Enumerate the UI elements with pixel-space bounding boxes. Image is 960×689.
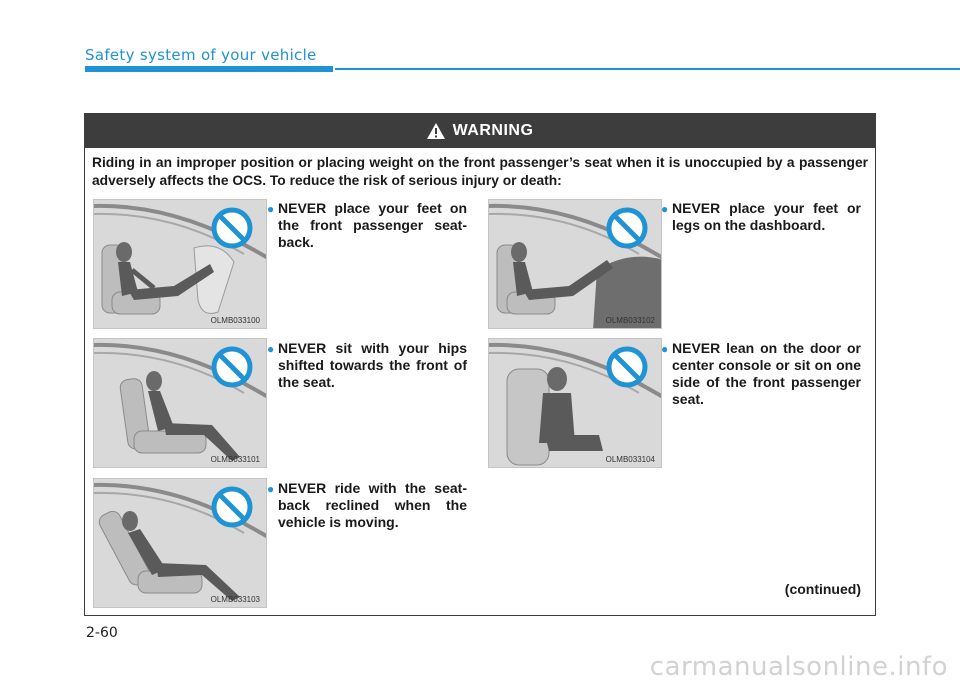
figure-code: OLMB033100 <box>210 316 260 325</box>
figure-seatback-reclined <box>93 478 267 608</box>
figure-code: OLMB033101 <box>210 455 260 464</box>
bullet-item <box>267 480 467 531</box>
bullet-dot-icon: ● <box>661 342 669 356</box>
figure-hips-shifted-forward <box>93 338 267 468</box>
header-rule-thick <box>85 66 333 72</box>
warning-intro: Riding in an improper position or placing weight on the front passenger’s seat when it is unoccupied by a passenger adversely affects the OCS. To reduce the risk of serious injury or death: <box>92 155 868 188</box>
figure-code: OLMB033102 <box>605 316 655 325</box>
warning-header <box>85 114 875 148</box>
bullet-dot-icon: ● <box>661 202 669 216</box>
bullet-text: NEVER place your feet or legs on the dashboard. <box>672 200 861 233</box>
bullet-item <box>267 340 467 391</box>
bullet-dot-icon: ● <box>267 202 275 216</box>
bullet-dot-icon: ● <box>267 482 275 496</box>
figure-code: OLMB033104 <box>605 455 655 464</box>
bullet-dot-icon: ● <box>267 342 275 356</box>
bullet-text: NEVER lean on the door or center console or sit on one side of the front passenger seat. <box>672 340 861 407</box>
figure-code: OLMB033103 <box>210 595 260 604</box>
warning-box <box>84 113 876 616</box>
prohibited-sign-icon <box>605 206 649 250</box>
figure-feet-on-seatback <box>93 199 267 329</box>
warning-title: WARNING <box>452 122 534 139</box>
section-title: Safety system of your vehicle <box>85 46 317 64</box>
prohibited-sign-icon <box>210 345 254 389</box>
warning-triangle-icon <box>427 123 445 139</box>
prohibited-sign-icon <box>210 206 254 250</box>
watermark: carmanualsonline.info <box>649 652 948 682</box>
bullet-item <box>661 200 861 234</box>
continued-note: (continued) <box>784 581 861 597</box>
bullet-item <box>267 200 467 251</box>
bullet-text: NEVER place your feet on the front passenger seat-back. <box>278 200 467 250</box>
figure-leaning-on-door <box>488 338 662 468</box>
bullet-text: NEVER ride with the seat-back reclined when the vehicle is moving. <box>278 480 467 530</box>
figure-feet-on-dashboard <box>488 199 662 329</box>
bullet-text: NEVER sit with your hips shifted towards the front of the seat. <box>278 340 467 390</box>
header-rule-thin <box>335 68 960 70</box>
prohibited-sign-icon <box>210 485 254 529</box>
page-number: 2-60 <box>86 625 118 641</box>
prohibited-sign-icon <box>605 345 649 389</box>
bullet-item <box>661 340 861 408</box>
